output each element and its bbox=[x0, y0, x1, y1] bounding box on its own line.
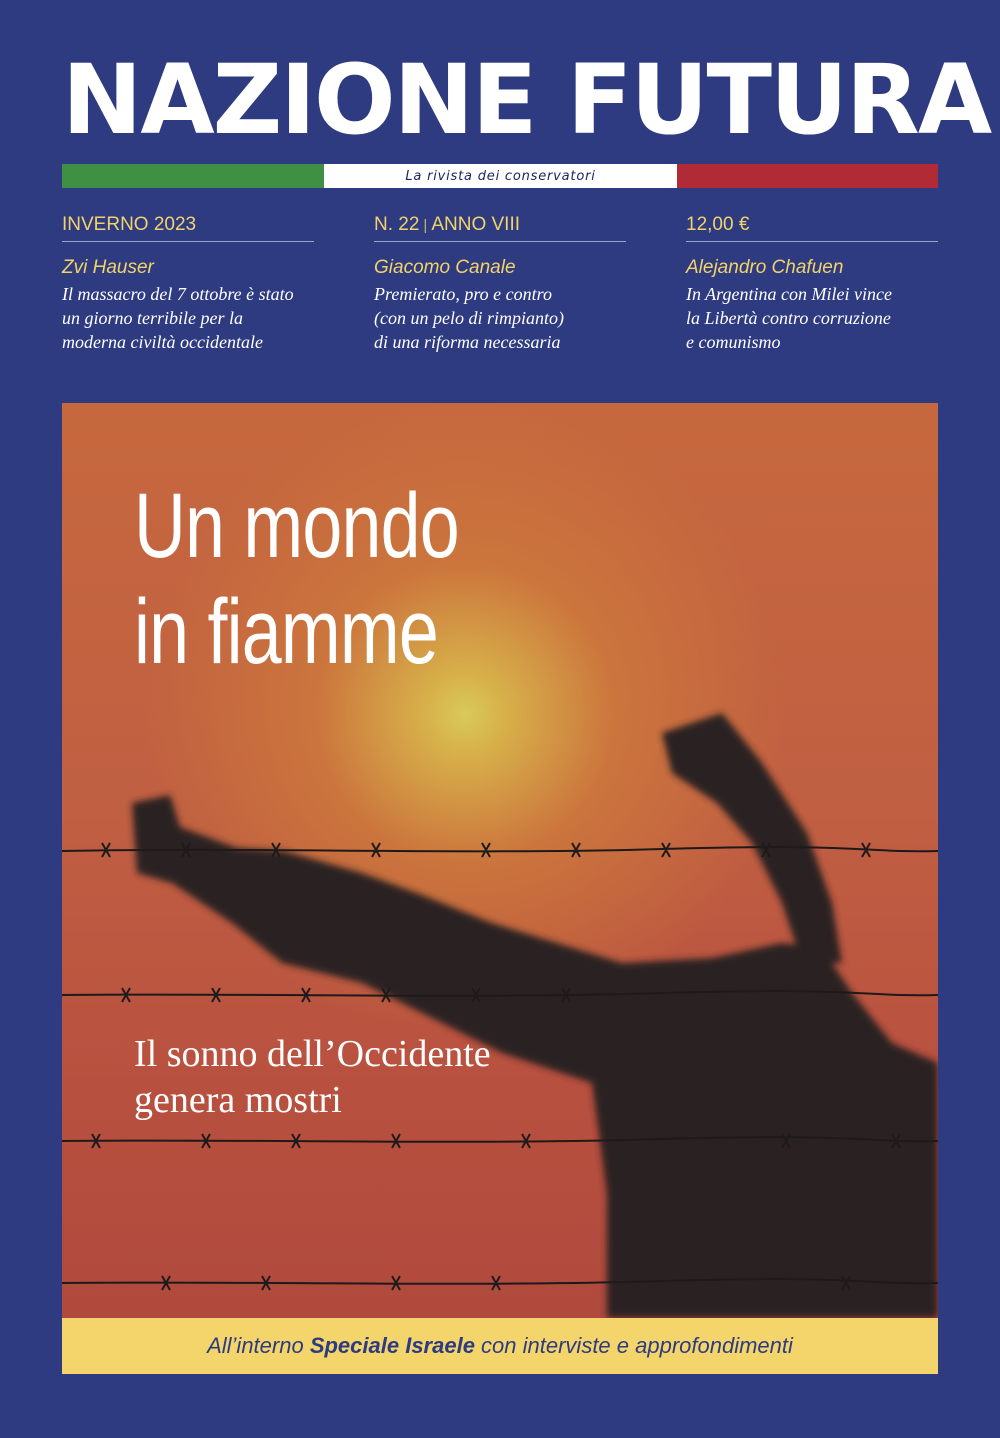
separator: | bbox=[423, 217, 428, 234]
article-author: Alejandro Chafuen bbox=[686, 257, 844, 278]
banner-prefix: All’interno bbox=[207, 1333, 310, 1358]
issue-number-row bbox=[374, 210, 626, 242]
banner-suffix: con interviste e approfondimenti bbox=[474, 1333, 793, 1358]
article-author: Zvi Hauser bbox=[62, 257, 154, 278]
article-summary bbox=[374, 282, 626, 354]
article-summary-text: In Argentina con Milei vince la Libertà contro corruzione e comunismo bbox=[686, 284, 892, 352]
magazine-title: NAZIONE FUTURA bbox=[62, 44, 991, 156]
tagline: La rivista dei conservatori bbox=[405, 168, 596, 184]
article-summary bbox=[686, 282, 938, 354]
article-summary bbox=[62, 282, 314, 354]
issue-season: INVERNO 2023 bbox=[62, 210, 314, 242]
flag-red-stripe bbox=[677, 164, 938, 188]
article-summary-text: Il massacro del 7 ottobre è stato un giorno terribile per la moderna civiltà occidentale bbox=[62, 284, 294, 352]
special-feature-banner bbox=[62, 1318, 938, 1374]
article-author: Giacomo Canale bbox=[374, 257, 516, 278]
cover-photo bbox=[62, 403, 938, 1318]
italian-flag-bar bbox=[62, 164, 938, 188]
flag-white-stripe bbox=[324, 164, 677, 188]
article-summary-text: Premierato, pro e contro (con un pelo di rimpianto) di una riforma necessaria bbox=[374, 284, 564, 352]
flag-green-stripe bbox=[62, 164, 324, 188]
issue-year: ANNO VIII bbox=[431, 214, 521, 235]
article-column-3 bbox=[686, 210, 938, 354]
article-column-2 bbox=[374, 210, 626, 354]
issue-price: 12,00 € bbox=[686, 210, 938, 242]
rifle-silhouette bbox=[132, 713, 938, 1318]
article-column-1 bbox=[62, 210, 314, 354]
cover-subhead: Il sonno dell’Occidente genera mostri bbox=[134, 1033, 491, 1121]
banner-highlight: Speciale Israele bbox=[309, 1333, 475, 1358]
issue-number: N. 22 bbox=[374, 214, 420, 235]
cover-headline: Un mondo in fiamme bbox=[134, 475, 459, 683]
